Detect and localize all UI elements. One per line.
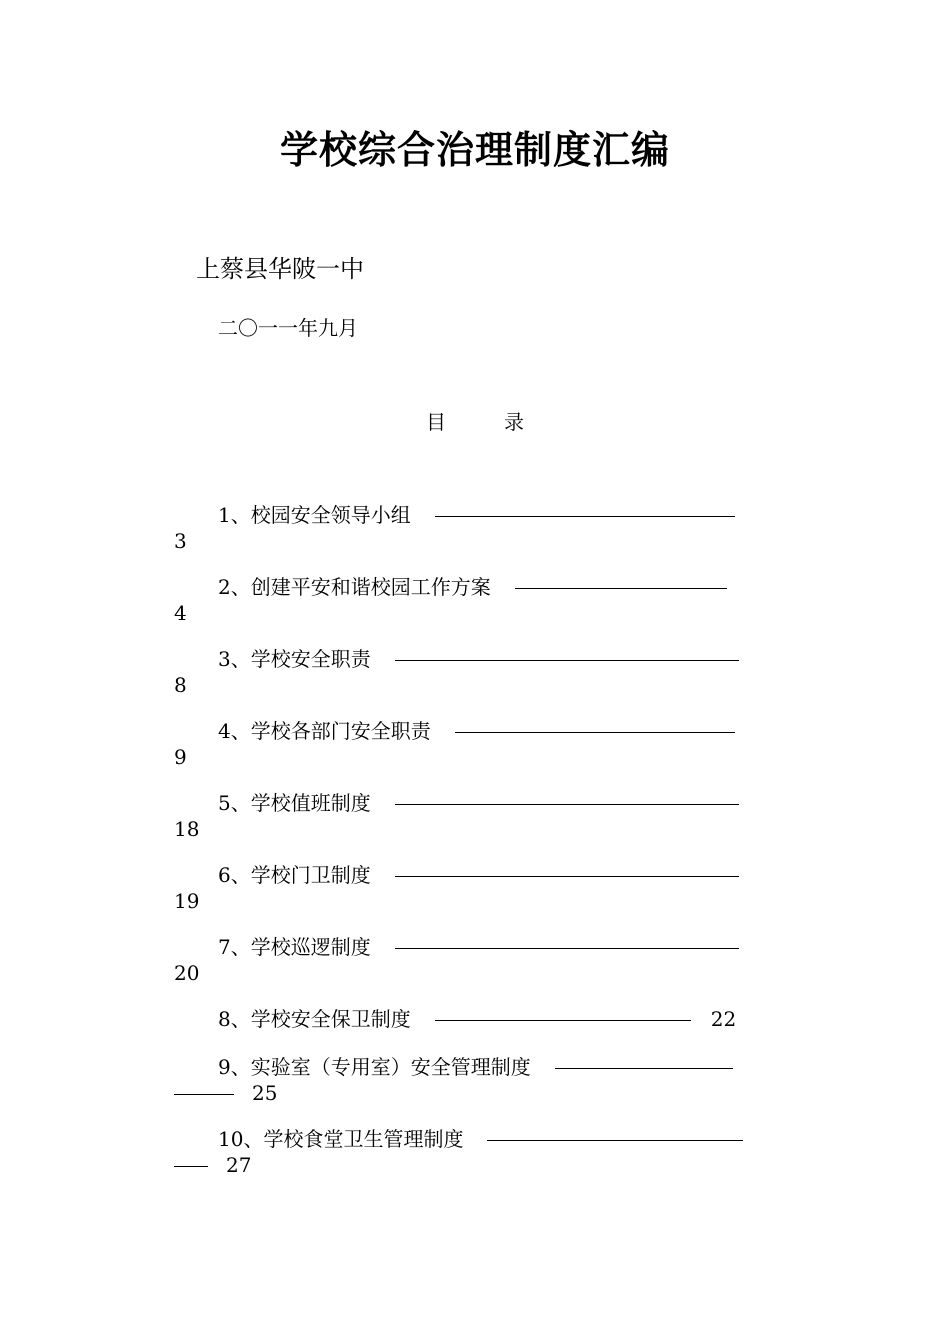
toc-entry-label: 1、校园安全领导小组: [218, 503, 411, 527]
toc-leader: [174, 1094, 234, 1095]
toc-heading-left: 目: [426, 410, 446, 434]
toc-entry[interactable]: [174, 1126, 774, 1198]
toc-entry-page: 3: [174, 529, 187, 553]
toc-heading-right: 录: [504, 410, 524, 434]
toc-entry-page: 25: [252, 1081, 278, 1105]
toc-entry[interactable]: [174, 790, 774, 862]
toc-entry[interactable]: [174, 934, 774, 1006]
toc-heading: [426, 408, 524, 436]
toc-entry[interactable]: [174, 502, 774, 574]
toc-entry[interactable]: [174, 1006, 774, 1054]
table-of-contents: [174, 502, 774, 1198]
toc-entry[interactable]: [174, 646, 774, 718]
document-date: 二〇一一年九月: [218, 316, 358, 340]
document-title: 学校综合治理制度汇编: [279, 128, 670, 172]
toc-entry-label: 4、学校各部门安全职责: [218, 719, 431, 743]
toc-entry[interactable]: [174, 574, 774, 646]
toc-leader: [395, 804, 739, 805]
toc-entry-page: 22: [710, 1007, 737, 1031]
toc-entry-page: 8: [174, 673, 187, 697]
toc-entry-label: 2、创建平安和谐校园工作方案: [218, 575, 491, 599]
toc-entry-page: 18: [174, 817, 200, 841]
toc-entry-page: 9: [174, 745, 187, 769]
toc-entry-page: 27: [226, 1153, 252, 1177]
toc-leader: [455, 732, 735, 733]
school-name: 上蔡县华陂一中: [196, 255, 364, 283]
toc-leader: [395, 660, 739, 661]
toc-entry-page: 19: [174, 889, 200, 913]
toc-leader: [555, 1068, 733, 1069]
toc-entry-label: 10、学校食堂卫生管理制度: [218, 1127, 464, 1151]
toc-leader: [435, 1020, 691, 1021]
toc-entry[interactable]: [174, 1054, 774, 1126]
toc-entry[interactable]: [174, 718, 774, 790]
toc-leader: [435, 516, 735, 517]
toc-leader: [487, 1140, 743, 1141]
toc-entry-label: 6、学校门卫制度: [218, 863, 371, 887]
toc-entry-label: 5、学校值班制度: [218, 791, 371, 815]
toc-entry-page: 20: [174, 961, 200, 985]
toc-leader: [395, 948, 739, 949]
toc-leader: [395, 876, 739, 877]
toc-leader: [174, 1166, 208, 1167]
toc-entry-page: 4: [174, 601, 187, 625]
toc-entry[interactable]: [174, 862, 774, 934]
toc-entry-label: 7、学校巡逻制度: [218, 935, 371, 959]
toc-entry-label: 8、学校安全保卫制度: [218, 1007, 411, 1031]
toc-entry-label: 9、实验室（专用室）安全管理制度: [218, 1055, 531, 1079]
toc-entry-label: 3、学校安全职责: [218, 647, 371, 671]
toc-leader: [515, 588, 727, 589]
